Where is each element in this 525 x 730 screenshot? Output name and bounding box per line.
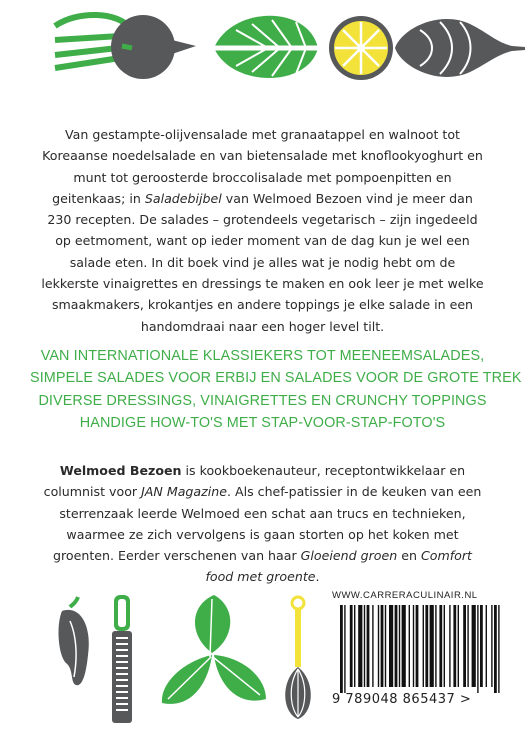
earlier-book-2: Comfort food met groente [205, 548, 472, 585]
chard-leaf-icon [214, 16, 330, 78]
bottom-illustrations [0, 585, 330, 730]
barcode-bar [444, 605, 445, 687]
barcode-bar [367, 605, 370, 687]
highlight-item: SIMPELE SALADES VOOR ERBIJ EN SALADES VOOR DE GROTE TREK [30, 370, 522, 387]
barcode-bar [463, 605, 466, 687]
barcode-bar [498, 605, 499, 693]
book-title: Saladebijbel [144, 190, 222, 206]
earlier-book-1: Gloeiend groen [300, 548, 398, 564]
barcode-bar [430, 605, 434, 687]
basil-leaves-icon [162, 595, 266, 704]
lemon-slice-icon [329, 16, 393, 80]
barcode-bar [480, 605, 483, 687]
barcode-bar [381, 605, 384, 687]
beetroot-icon [55, 15, 196, 79]
website-url: WWW.CARRERACULINAIR.NL [332, 590, 478, 601]
barcode-bar [399, 605, 400, 687]
magazine-name: JAN Magazine [141, 484, 227, 500]
highlights-list [30, 345, 522, 434]
author-name: Welmoed Bezoen [59, 463, 182, 478]
barcode-bar [486, 605, 487, 687]
barcode-bar [494, 605, 497, 693]
barcode-bar [449, 605, 450, 687]
barcode-bar [358, 605, 362, 687]
whisk-icon [285, 597, 311, 719]
barcode-bar [425, 605, 428, 687]
barcode-bar [423, 605, 424, 687]
barcode-bar [364, 605, 365, 687]
intro-paragraph: Van gestampte-olijvensalade met granaatappel en walnoot tot Koreaanse noedelsalade en van bietensalade met knoflookyoghurt en munt tot geroosterde broccolisalade met pompoenpitten en geitenkaas; in Saladebijbel van Welmoed Bezoen vind je meer dan 230 recepten. De salades – grotendeels vegetarisch – zijn ingedeeld op eetmoment, want op ieder moment van de dag kun je wel een salade eten. In dit boek vind je alles wat je nodig hebt om de lekkerste vinaigrettes en dressings te maken en ook leer je met welke smaakmakers, krokantjes en andere toppings je elke salade in een handomdraai naar een hoger level tilt. [41, 127, 484, 334]
barcode-block [332, 588, 508, 718]
barcode-bar [453, 605, 456, 687]
pepper-icon [59, 597, 89, 685]
grater-icon [112, 595, 132, 723]
barcode-bar [409, 605, 410, 687]
barcode-bar [340, 605, 343, 693]
barcode-bar [354, 605, 355, 687]
barcode-bar [372, 605, 373, 687]
barcode-bar [395, 605, 398, 687]
highlight-item: DIVERSE DRESSINGS, VINAIGRETTES EN CRUNCHY TOPPINGS [38, 392, 487, 409]
barcode-bar [350, 605, 353, 687]
top-illustrations [0, 0, 525, 110]
barcode-bar [458, 605, 459, 687]
barcode-bar [402, 605, 406, 687]
author-bio: Welmoed Bezoen is kookboekenauteur, receptontwikkelaar en columnist voor JAN Magazine. Als chef-patissier in de keuken van een sterrenzaak leerde Welmoed een schat aan trucs en technieken, waarmee ze zich vervolgens is gaan storten op het koken met groenten. Eerder verschenen van haar Gloeiend groen en Comfort food met groente. [43, 463, 482, 585]
highlight-item: VAN INTERNATIONALE KLASSIEKERS TOT MEENEEMSALADES, [40, 348, 485, 364]
garlic-icon [395, 19, 525, 77]
barcode-bar [435, 605, 436, 687]
highlight-item: HANDIGE HOW-TO'S MET STAP-VOOR-STAP-FOTO'S [79, 414, 446, 431]
barcode-bar [491, 605, 492, 687]
barcode-bar [378, 605, 379, 687]
barcode-bar [344, 605, 345, 693]
barcode-bar [439, 605, 442, 687]
barcode-bar [389, 605, 393, 687]
barcode-bar [467, 605, 468, 687]
isbn-digits: 9 789048 865437 > [332, 692, 472, 707]
barcode-bar [477, 605, 478, 693]
barcode-bar [385, 605, 386, 687]
barcode-bar [413, 605, 414, 687]
barcode-bar [416, 605, 419, 687]
barcode-bar [472, 605, 476, 687]
barcode [332, 605, 508, 693]
